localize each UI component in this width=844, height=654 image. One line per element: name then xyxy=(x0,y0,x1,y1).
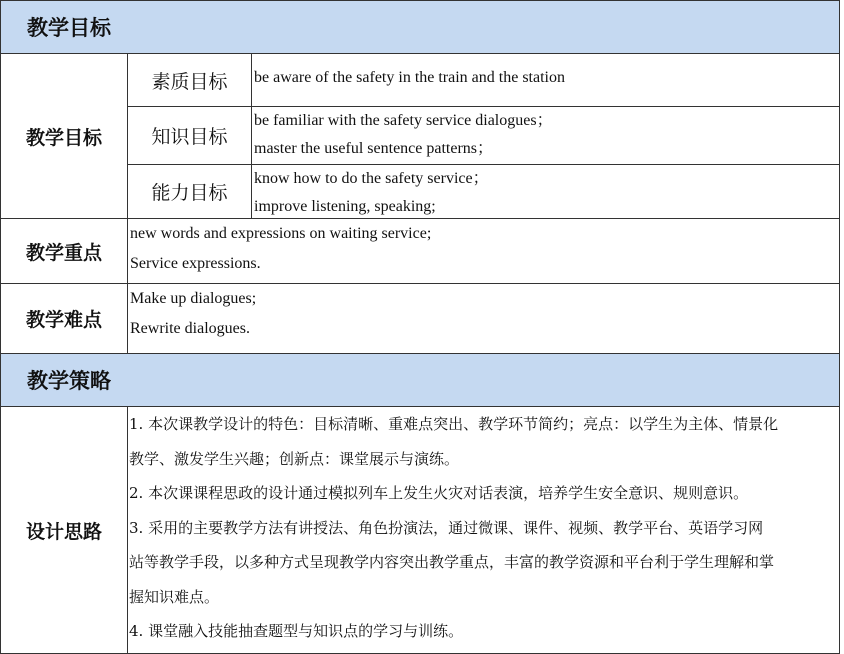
quality-objective-content xyxy=(251,53,840,107)
content-line: 教学、激发学生兴趣；创新点：课堂展示与演练。 xyxy=(129,449,460,468)
content-line: be familiar with the safety service dialogues； xyxy=(254,112,553,129)
content-line: master the useful sentence patterns； xyxy=(254,140,494,157)
difficulties-label-cell xyxy=(0,283,128,354)
key-points-label-cell xyxy=(0,218,128,284)
objectives-label: 教学目标 xyxy=(25,126,102,149)
content-line: 1. 本次课教学设计的特色：目标清晰、重难点突出、教学环节简约；亮点：以学生为主体、情景化 xyxy=(129,415,779,433)
ability-objective-label: 能力目标 xyxy=(151,182,228,204)
design-label: 设计思路 xyxy=(25,520,102,543)
design-label-cell xyxy=(0,406,128,654)
content-line: 握知识难点。 xyxy=(129,587,220,606)
section-header-text: 教学目标 xyxy=(27,16,111,40)
section-header-text: 教学策略 xyxy=(27,369,111,393)
content-line: new words and expressions on waiting service; xyxy=(130,225,432,242)
difficulties-content xyxy=(127,283,840,354)
key-points-label: 教学重点 xyxy=(25,241,102,264)
content-line: Rewrite dialogues. xyxy=(130,320,250,337)
content-line: 3. 采用的主要教学方法有讲授法、角色扮演法，通过微课、课件、视频、教学平台、英语学习网 xyxy=(129,518,764,537)
design-content xyxy=(127,406,840,654)
content-line: 站等教学手段，以多种方式呈现教学内容突出教学重点，丰富的教学资源和平台利于学生理解和掌 xyxy=(129,553,775,571)
knowledge-objective-label-cell xyxy=(127,106,252,165)
ability-objective-content xyxy=(251,164,840,219)
content-line: Service expressions. xyxy=(130,255,261,272)
content-line: know how to do the safety service； xyxy=(254,170,489,187)
content-line: 4. 课堂融入技能抽查题型与知识点的学习与训练。 xyxy=(129,622,464,640)
content-line: be aware of the safety in the train and the station xyxy=(254,69,565,86)
content-line: improve listening, speaking; xyxy=(254,198,436,215)
ability-objective-label-cell xyxy=(127,164,252,219)
section-header-teaching-objectives xyxy=(0,0,840,54)
section-header-teaching-strategy xyxy=(0,353,840,407)
key-points-content xyxy=(127,218,840,284)
content-line: 2. 本次课课程思政的设计通过模拟列车上发生火灾对话表演，培养学生安全意识、规则意识。 xyxy=(129,484,749,502)
difficulties-label: 教学难点 xyxy=(25,309,102,331)
objectives-label-cell xyxy=(0,53,128,219)
knowledge-objective-label: 知识目标 xyxy=(151,126,228,148)
quality-objective-label: 素质目标 xyxy=(151,70,228,93)
knowledge-objective-content xyxy=(251,106,840,165)
quality-objective-label-cell xyxy=(127,53,252,107)
content-line: Make up dialogues; xyxy=(130,290,257,307)
